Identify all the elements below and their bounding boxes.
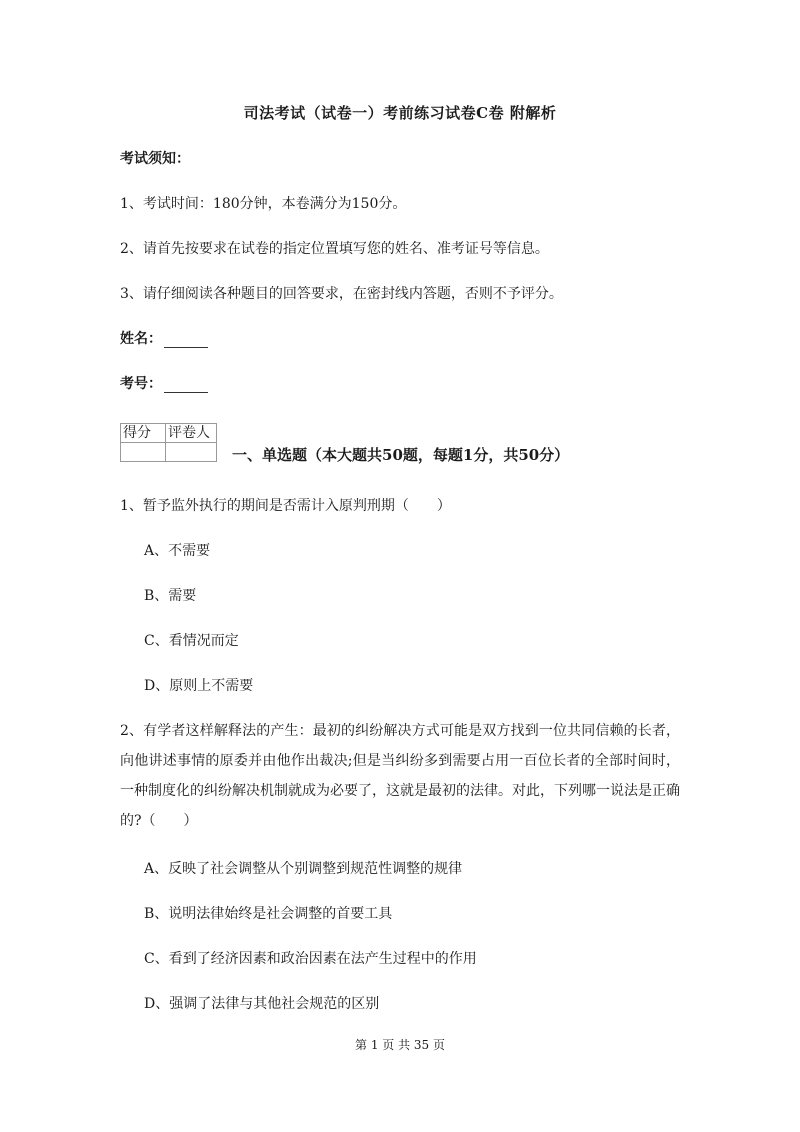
question-option: B、需要 <box>144 588 197 604</box>
score-box <box>120 423 217 462</box>
page-footer: 第 1 页 共 35 页 <box>355 1038 445 1052</box>
score-cell <box>121 443 166 462</box>
question-option: C、看情况而定 <box>144 633 239 649</box>
score-header: 得分 <box>121 424 166 443</box>
question-option: A、反映了社会调整从个别调整到规范性调整的规律 <box>144 861 463 877</box>
grader-cell <box>166 443 217 462</box>
name-blank[interactable] <box>164 333 208 348</box>
question-option: D、原则上不需要 <box>144 678 254 694</box>
number-field <box>120 375 208 393</box>
name-label: 姓名： <box>120 331 162 347</box>
notice-item: 2、请首先按要求在试卷的指定位置填写您的姓名、准考证号等信息。 <box>120 241 549 257</box>
question-option: D、强调了法律与其他社会规范的区别 <box>144 996 380 1012</box>
question-option: C、看到了经济因素和政治因素在法产生过程中的作用 <box>144 951 477 967</box>
notice-heading: 考试须知： <box>120 151 190 167</box>
grader-header: 评卷人 <box>166 424 217 443</box>
question-option: B、说明法律始终是社会调整的首要工具 <box>144 906 393 922</box>
question-stem: 2、有学者这样解释法的产生：最初的纠纷解决方式可能是双方找到一位共同信赖的长者，向他讲述事情的原委并由他作出裁决;但是当纠纷多到需要占用一百位长者的全部时间时，一种制度化的纠纷解决机制就成为必要了，这就是最初的法律。对此，下列哪一说法是正确的?（ ） <box>120 723 680 829</box>
notice-item: 1、考试时间：180分钟，本卷满分为150分。 <box>120 196 407 212</box>
number-label: 考号： <box>120 376 162 392</box>
number-blank[interactable] <box>164 378 208 393</box>
question-option: A、不需要 <box>144 543 211 559</box>
notice-item: 3、请仔细阅读各种题目的回答要求，在密封线内答题，否则不予评分。 <box>120 286 563 302</box>
question-stem: 1、暂予监外执行的期间是否需计入原判刑期（ ） <box>120 498 451 514</box>
page-title: 司法考试（试卷一）考前练习试卷C卷 附解析 <box>243 104 557 122</box>
name-field <box>120 330 208 348</box>
section-title: 一、单选题（本大题共50题，每题1分，共50分） <box>232 446 570 464</box>
